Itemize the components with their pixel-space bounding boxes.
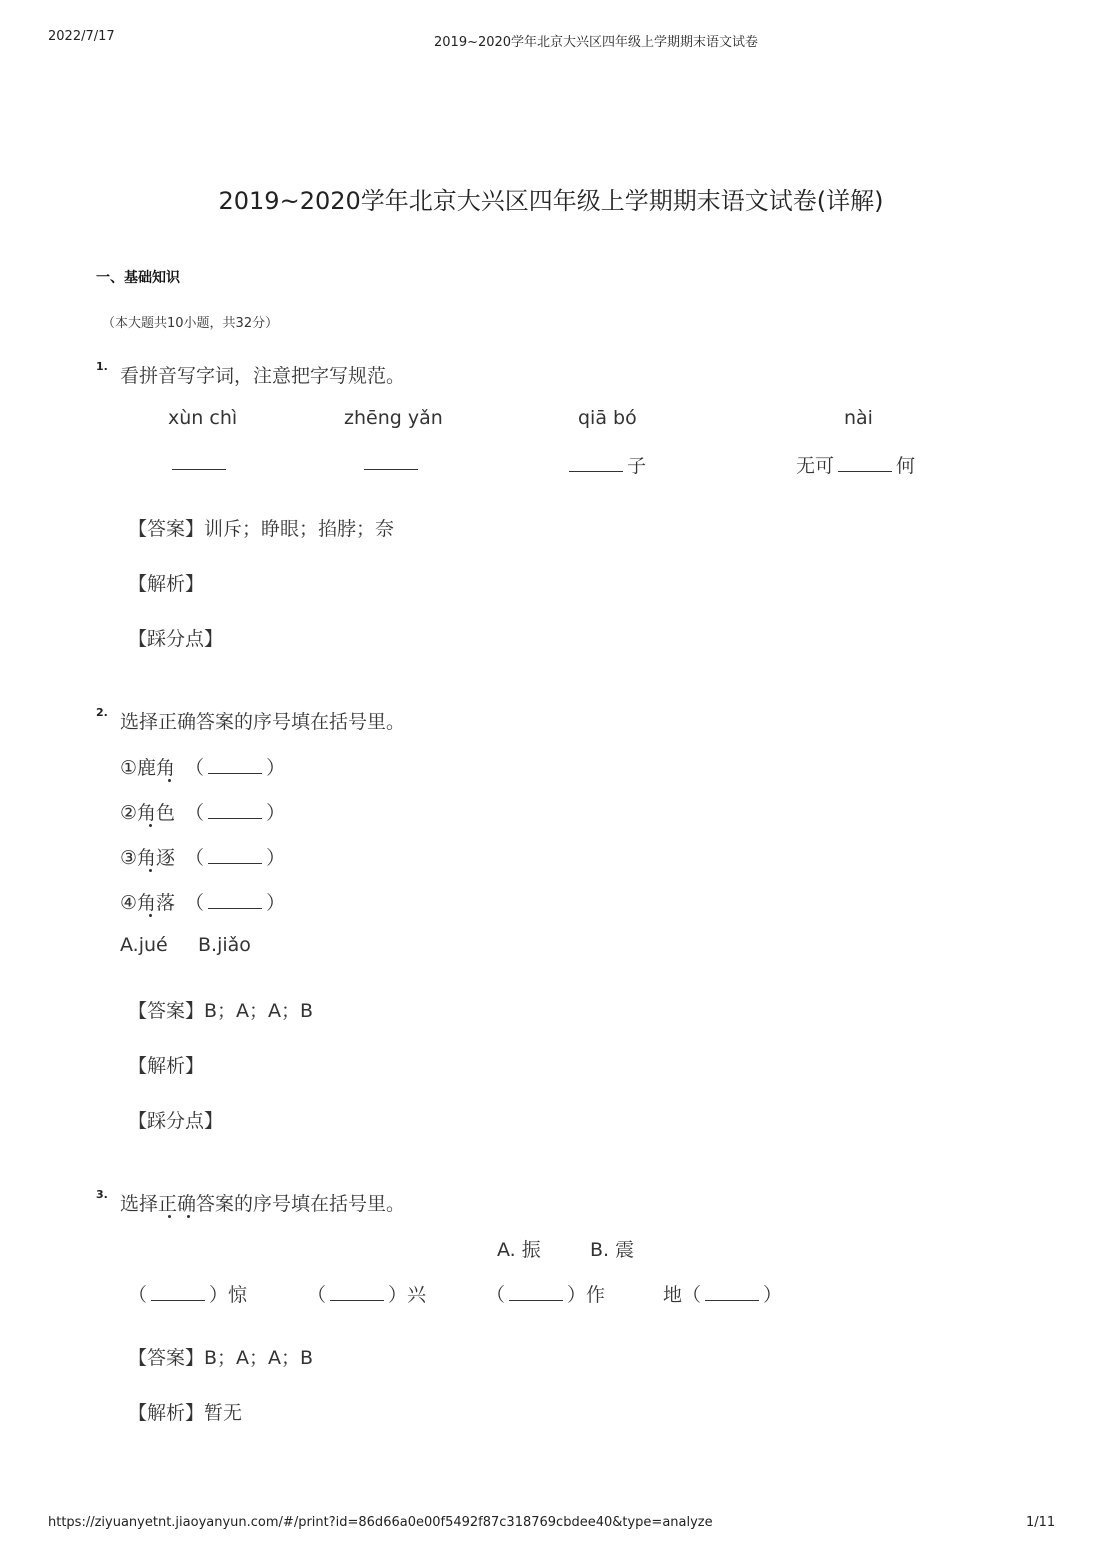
paren-close: ） <box>266 847 286 869</box>
blank-suffix: 子 <box>627 455 647 477</box>
answer-label: 【答案】 <box>128 1347 205 1369</box>
answer-blank[interactable] <box>330 1282 384 1301</box>
fill-item-1 <box>128 1280 247 1307</box>
answer-blank[interactable] <box>208 755 262 774</box>
choice-item-1 <box>120 753 285 780</box>
answer-blank[interactable] <box>509 1282 563 1301</box>
paren-open: （ <box>307 1284 327 1306</box>
choice-word: ③角逐 <box>120 847 176 869</box>
answer-blank-4[interactable] <box>796 451 915 478</box>
option-b: B.jiǎo <box>198 934 251 956</box>
choice-word: ①鹿角 <box>120 757 176 779</box>
choice-item-4 <box>120 888 285 915</box>
answer-label: 【答案】 <box>128 518 205 540</box>
answer-row <box>128 514 394 541</box>
emphasis-dot <box>168 1215 171 1218</box>
analysis-text: 暂无 <box>204 1402 243 1424</box>
choice-word: ④角落 <box>120 892 176 914</box>
paren-close: ） <box>266 802 286 824</box>
choice-item-3 <box>120 843 285 870</box>
question-text: 看拼音写字词，注意把字写规范。 <box>120 365 406 387</box>
paren-close: ） <box>763 1284 783 1306</box>
question-text: 选择正确答案的序号填在括号里。 <box>120 1193 406 1215</box>
answer-blank[interactable] <box>208 845 262 864</box>
analysis-row <box>128 1398 242 1425</box>
paren-close: ） <box>266 757 286 779</box>
answer-blank[interactable] <box>705 1282 759 1301</box>
option-a: A. 振 <box>497 1239 541 1261</box>
points-label: 【踩分点】 <box>128 628 224 650</box>
points-label: 【踩分点】 <box>128 1110 224 1132</box>
answer-row <box>128 1343 313 1370</box>
paren-close: ）兴 <box>388 1284 427 1306</box>
paren-open: （ <box>185 892 205 914</box>
fill-item-3 <box>486 1280 605 1307</box>
option-b: B. 震 <box>590 1239 635 1261</box>
answer-blank[interactable] <box>208 890 262 909</box>
print-date: 2022/7/17 <box>48 29 115 44</box>
question-number: 1. <box>96 360 108 373</box>
question-text: 选择正确答案的序号填在括号里。 <box>120 711 406 733</box>
analysis-label: 【解析】 <box>128 1055 205 1077</box>
answer-text: B；A；A；B <box>204 1347 314 1369</box>
choice-item-2 <box>120 798 285 825</box>
option-a: A.jué <box>120 934 168 956</box>
paren-open: （ <box>185 802 205 824</box>
blank-suffix: 何 <box>896 455 916 477</box>
pinyin-1: xùn chì <box>168 407 238 429</box>
emphasis-dot <box>149 914 152 917</box>
print-url: https://ziyuanyetnt.jiaoyanyun.com/#/print?id=86d66a0e00f5492f87c318769cbdee40&type=analyze <box>48 1515 713 1530</box>
answer-blank-2[interactable] <box>360 451 422 475</box>
choice-word: ②角色 <box>120 802 176 824</box>
page-title: 2019~2020学年北京大兴区四年级上学期期末语文试卷(详解) <box>218 187 884 215</box>
fill-item-4 <box>663 1280 782 1307</box>
answer-text: B；A；A；B <box>204 1000 314 1022</box>
pinyin-4: nài <box>844 407 873 429</box>
answer-blank-1[interactable] <box>168 451 230 475</box>
answer-row <box>128 996 313 1023</box>
fill-item-2 <box>307 1280 426 1307</box>
paren-close: ）作 <box>567 1284 606 1306</box>
answer-label: 【答案】 <box>128 1000 205 1022</box>
answer-blank-3[interactable] <box>565 451 646 478</box>
answer-blank[interactable] <box>208 800 262 819</box>
paren-open: （ <box>185 847 205 869</box>
analysis-label: 【解析】 <box>128 573 205 595</box>
paren-open: （ <box>185 757 205 779</box>
page-number: 1/11 <box>1026 1515 1056 1530</box>
paren-close: ）惊 <box>209 1284 248 1306</box>
print-doc-title: 2019~2020学年北京大兴区四年级上学期期末语文试卷 <box>434 35 759 50</box>
question-number: 2. <box>96 706 108 719</box>
pinyin-2: zhēng yǎn <box>344 407 443 429</box>
emphasis-dot <box>187 1215 190 1218</box>
question-number: 3. <box>96 1188 108 1201</box>
emphasis-dot <box>149 869 152 872</box>
emphasis-dot <box>168 779 171 782</box>
pinyin-3: qiā bó <box>578 407 637 429</box>
answer-text: 训斥；睁眼；掐脖；奈 <box>204 518 395 540</box>
paren-open: （ <box>486 1284 506 1306</box>
analysis-label: 【解析】 <box>128 1402 205 1424</box>
emphasis-dot <box>149 824 152 827</box>
paren-close: ） <box>266 892 286 914</box>
answer-blank[interactable] <box>151 1282 205 1301</box>
blank-prefix: 无可 <box>796 455 835 477</box>
section-heading: 一、基础知识 <box>96 270 180 286</box>
paren-open: 地（ <box>663 1284 702 1306</box>
section-note: （本大题共10小题，共32分） <box>102 316 279 331</box>
paren-open: （ <box>128 1284 148 1306</box>
